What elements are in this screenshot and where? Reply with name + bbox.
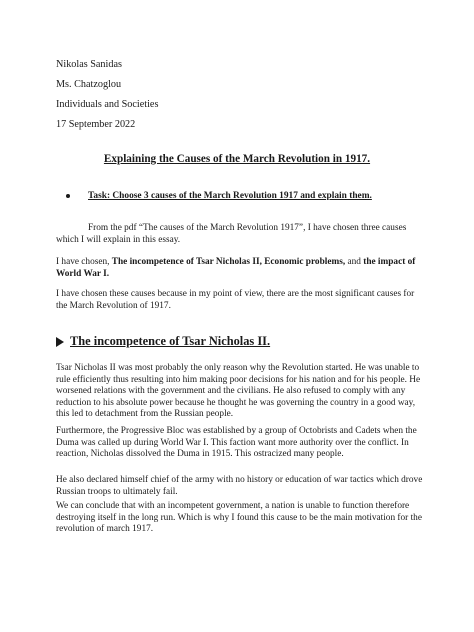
document-date: 17 September 2022 [56, 119, 136, 130]
intro-cause-1-2: The incompetence of Tsar Nicholas II, Economic problems, [111, 257, 346, 267]
intro-paragraph-3: I have chosen these causes because in my point of view, there are the most significant causes for the March Revolution of 1917. [56, 289, 415, 311]
intro-paragraph-2 [56, 257, 424, 280]
section-heading-row [0, 334, 474, 350]
section-heading: The incompetence of Tsar Nicholas II. [70, 334, 271, 348]
teacher-name: Ms. Chatzoglou [56, 79, 122, 90]
author-name: Nikolas Sanidas [56, 59, 122, 70]
section-paragraph-3: He also declared himself chief of the army with no history or education of war tactics which drove Russian troops to ultimately fail. [56, 475, 423, 497]
task-text: Task: Choose 3 causes of the March Revolution 1917 and explain them. [88, 191, 372, 201]
intro-p2-prefix: I have chosen, [56, 257, 112, 267]
document-title: Explaining the Causes of the March Revolution in 1917. [103, 153, 371, 165]
bullet-icon [66, 194, 70, 198]
subject-name: Individuals and Societies [56, 99, 159, 110]
task-line [0, 190, 474, 204]
intro-cause-3: the impact of World War I. [56, 257, 416, 279]
intro-paragraph-1: From the pdf “The causes of the March Revolution 1917”, I have chosen three causes which I will explain in this essay. [56, 223, 407, 245]
section-paragraph-1: Tsar Nicholas II was most probably the only reason why the Revolution started. He was unable to rule efficiently thus resulting into him making poor decisions for his nation and for his people. He worsened relations with the government and the civilians. He also refused to comply with any reduction to his absolute power because he thought he was governing the country in a good way, this led to detachment from the Russian people. [56, 363, 421, 420]
section-paragraph-2: Furthermore, the Progressive Bloc was established by a group of Octobrists and Cadets when the Duma was called up during World War I. This faction want more authority over the conflict. In reaction, Nicholas dissolved the Duma in 1915. This ostracized many people. [56, 426, 417, 460]
intro-and: and [345, 257, 364, 267]
section-paragraph-4: We can conclude that with an incompetent government, a nation is unable to function therefore destroying itself in the long run. Which is why I found this cause to be the main motivation for the revolution of march 1917. [56, 501, 422, 535]
